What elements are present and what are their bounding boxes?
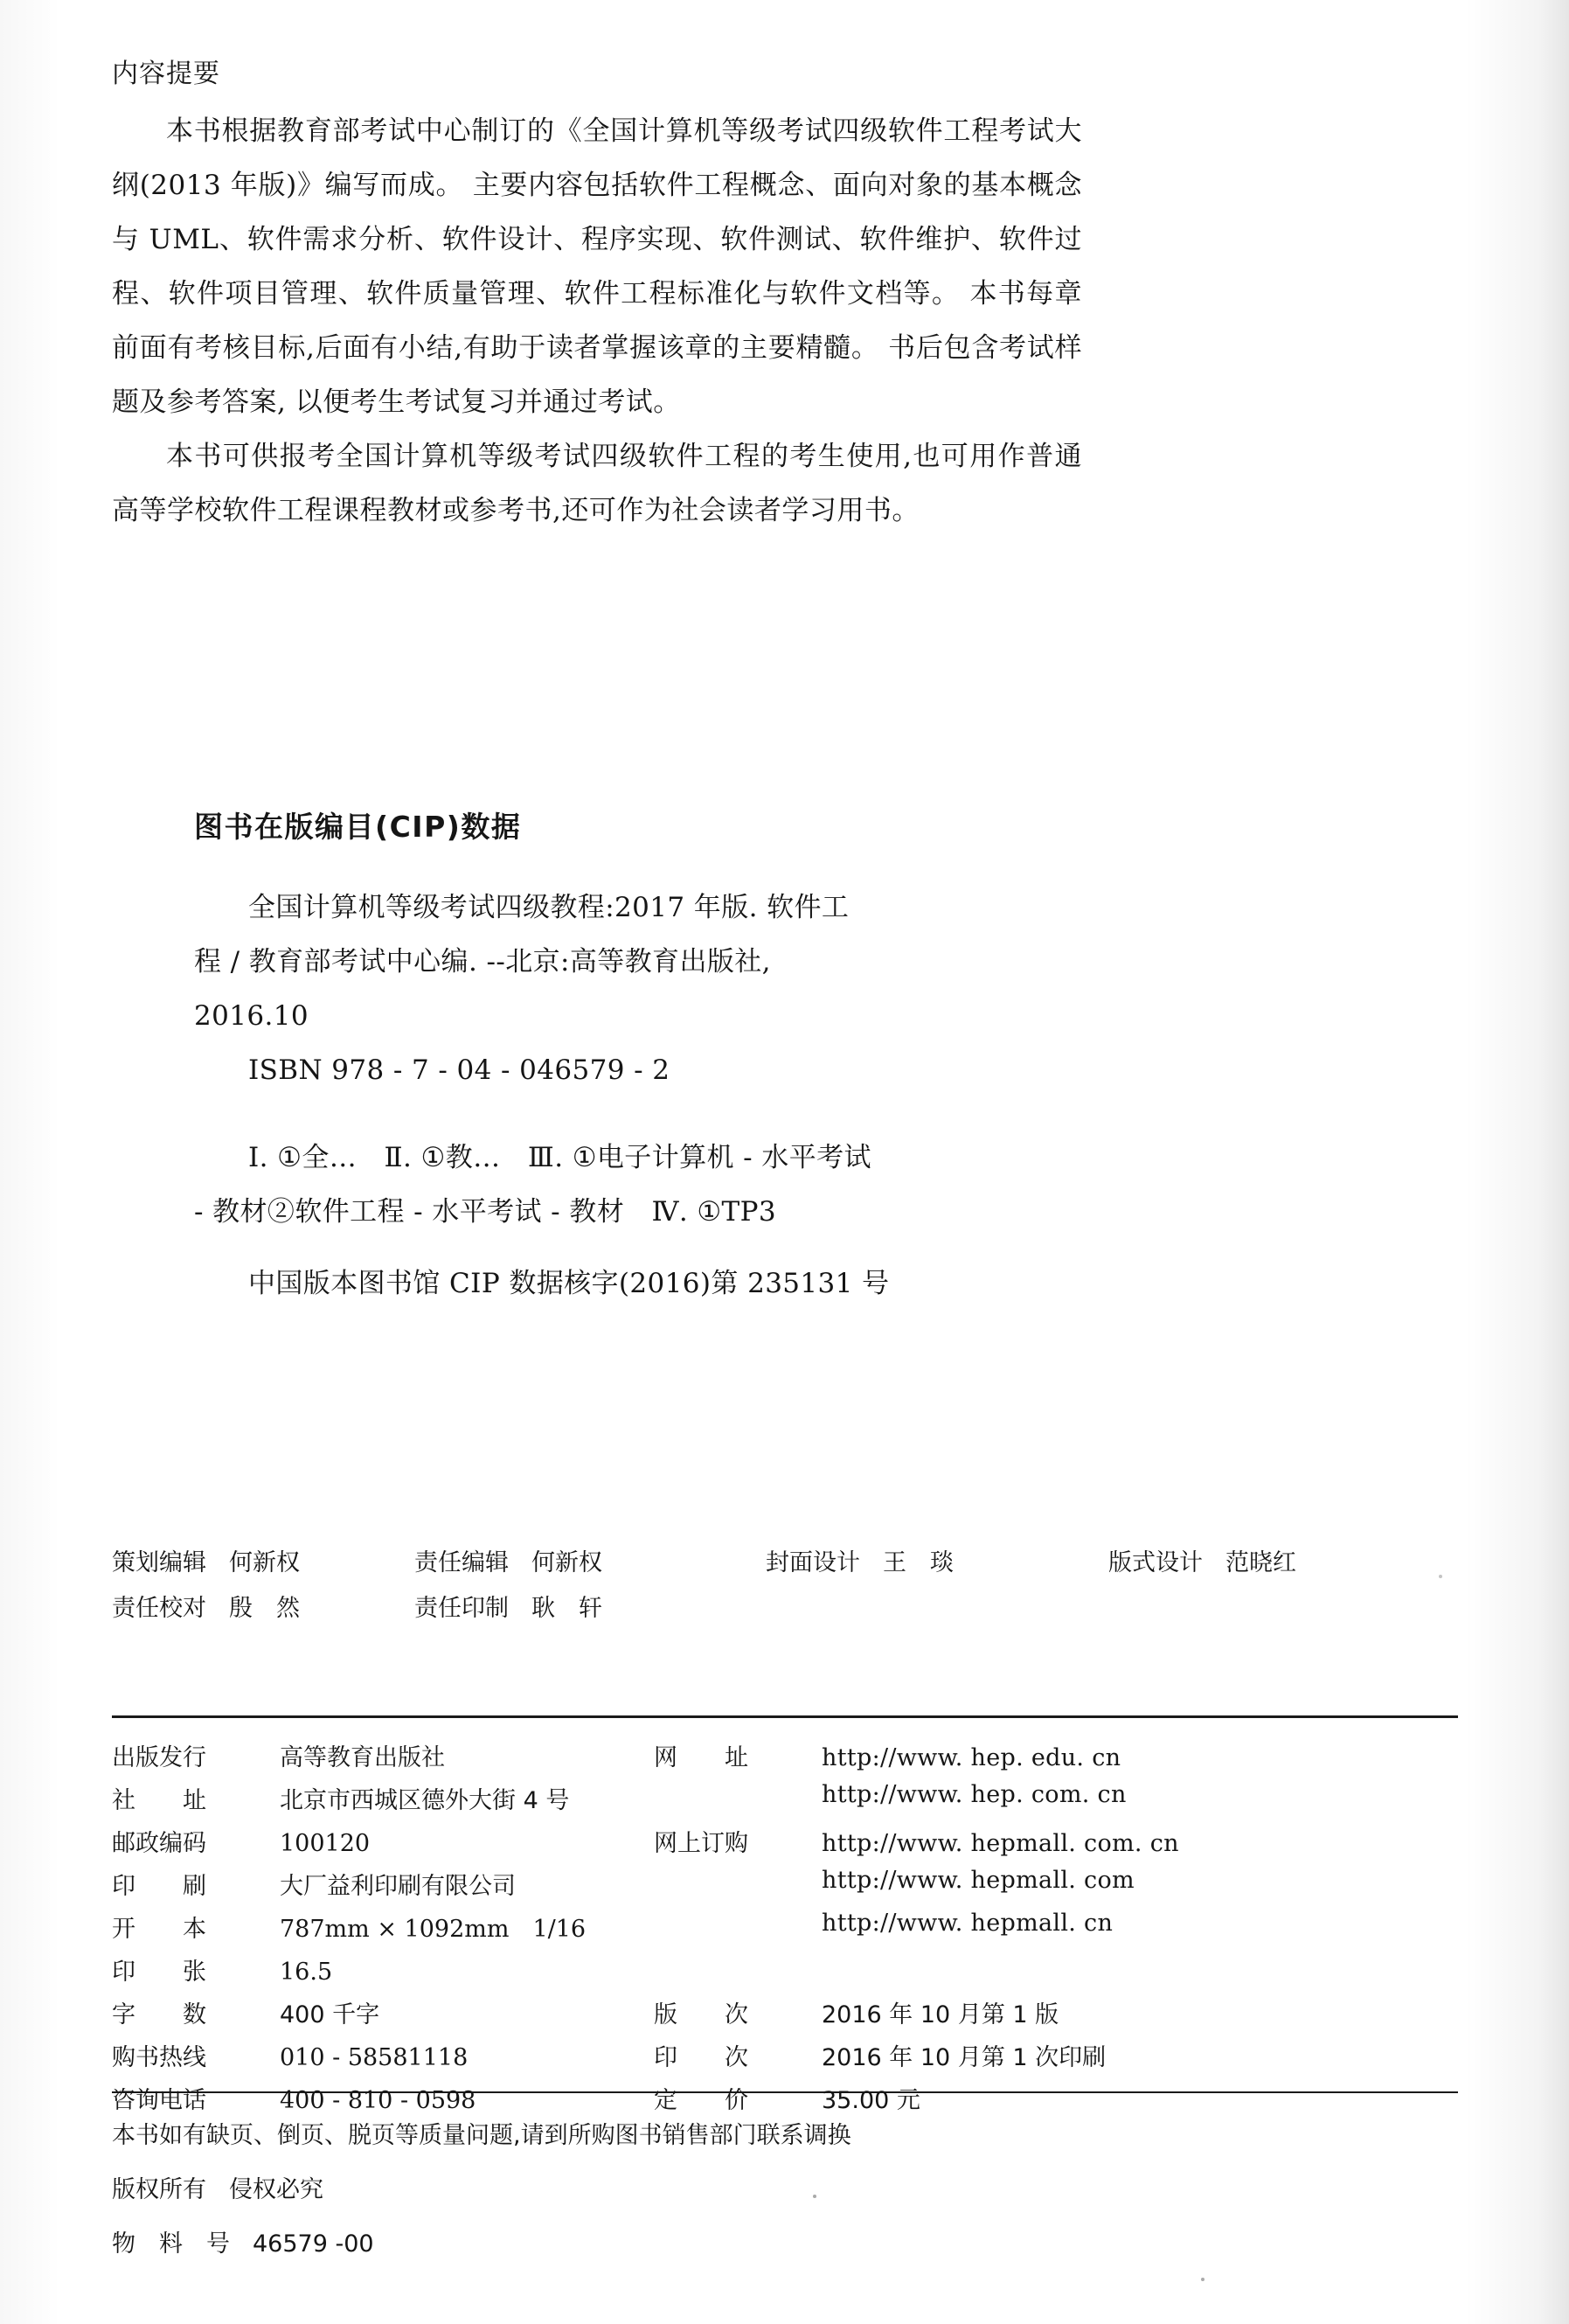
credit-value: 王 琰: [883, 1549, 954, 1576]
imprint-value: 大厂益利印刷有限公司: [280, 1873, 516, 1900]
imprint-row-publisher: [112, 1738, 654, 1781]
cip-section: [194, 804, 1086, 1311]
material-number: [112, 2217, 1458, 2272]
imprint-label: 出版发行: [112, 1744, 206, 1771]
imprint-label: 网上订购: [654, 1830, 748, 1857]
imprint-label: 邮政编码: [112, 1830, 206, 1857]
imprint-label: 社 址: [112, 1787, 206, 1814]
imprint-value: 2016 年 10 月第 1 版: [822, 2001, 1059, 2028]
imprint-row-website-alt: [654, 1781, 1441, 1824]
imprint-label: 字 数: [112, 2001, 206, 2028]
material-value: 46579 -00: [253, 2230, 374, 2258]
summary-paragraph-1: 本书根据教育部考试中心制订的《全国计算机等级考试四级软件工程考试大纲(2013 年版)》编写而成。 主要内容包括软件工程概念、面向对象的基本概念与 UML、软件需求分析、软件设计、程序实现、软件测试、软件维护、软件过程、软件项目管理、软件质量管理、软件工程标准化与软件文档等。 本书每章前面有考核目标,后面有小结,有助于读者掌握该章的主要精髓。 书后包含考试样题及参考答案, 以便考生考试复习并通过考试。: [112, 115, 1082, 418]
imprint-row-postcode: [112, 1824, 654, 1867]
credit-print-supervisor: [414, 1586, 766, 1632]
imprint-row-online-order-alt-2: [654, 1910, 1441, 1952]
imprint-value: 2016 年 10 月第 1 次印刷: [822, 2044, 1107, 2071]
cip-number: 中国版本图书馆 CIP 数据核字(2016)第 235131 号: [248, 1268, 890, 1299]
imprint-left-column: [112, 1738, 654, 2124]
imprint-value: 010 - 58581118: [280, 2044, 469, 2071]
imprint-url[interactable]: http://www. hepmall. com. cn: [822, 1830, 1179, 1857]
material-label: 物 料 号: [112, 2230, 230, 2258]
imprint-row-order-hotline: [112, 2038, 654, 2081]
imprint-row-address: [112, 1781, 654, 1824]
quality-note: 本书如有缺页、倒页、脱页等质量问题,请到所购图书销售部门联系调换: [112, 2122, 851, 2149]
imprint-value: 100120: [280, 1830, 371, 1857]
imprint-url[interactable]: http://www. hep. edu. cn: [822, 1744, 1121, 1771]
imprint-value: 高等教育出版社: [280, 1744, 445, 1771]
footer-section: [112, 2109, 1458, 2272]
cip-isbn: ISBN 978 - 7 - 04 - 046579 - 2: [248, 1054, 670, 1086]
credit-value: 何新权: [229, 1549, 300, 1576]
imprint-row-website: [654, 1738, 1441, 1781]
copyright-notice: [112, 2163, 1458, 2217]
credit-cover-design: [766, 1541, 1108, 1586]
scan-speck: [1201, 2278, 1205, 2281]
imprint-row-format: [112, 1910, 654, 1952]
summary-heading: 内容提要: [112, 59, 220, 89]
imprint-row-online-order-alt-1: [654, 1867, 1441, 1910]
credit-label: 责任编辑: [414, 1549, 509, 1576]
imprint-row-edition: [654, 1995, 1441, 2038]
summary-section: [112, 59, 1082, 538]
credit-layout-design: [1108, 1541, 1296, 1586]
imprint-value: 787mm × 1092mm 1/16: [280, 1916, 587, 1943]
cip-title-line-1: 全国计算机等级考试四级教程:2017 年版. 软件工: [248, 892, 850, 923]
divider-top: [112, 1715, 1458, 1718]
summary-body: [112, 104, 1082, 538]
cip-body: [194, 880, 1086, 1311]
imprint-row-sheets: [112, 1952, 654, 1995]
scan-speck: [1439, 1575, 1442, 1578]
imprint-value: 35.00 元: [822, 2087, 920, 2114]
credit-label: 封面设计: [766, 1549, 860, 1576]
imprint-right-column: [654, 1738, 1441, 2124]
imprint-row-impression: [654, 2038, 1441, 2081]
credit-planning-editor: [112, 1541, 414, 1586]
imprint-label: 开 本: [112, 1916, 206, 1943]
credit-label: 版式设计: [1108, 1549, 1203, 1576]
credits-section: [112, 1541, 1423, 1632]
cip-classification-line-1: Ⅰ. ①全… Ⅱ. ①教… Ⅲ. ①电子计算机 - 水平考试: [248, 1142, 871, 1173]
summary-paragraph-2: 本书可供报考全国计算机等级考试四级软件工程的考生使用,也可用作普通高等学校软件工程课程教材或参考书,还可作为社会读者学习用书。: [112, 441, 1082, 526]
credit-value: 耿 轩: [531, 1595, 602, 1622]
credits-row: [112, 1586, 1423, 1632]
imprint-label: 网 址: [654, 1744, 748, 1771]
copyright-value: 侵权必究: [229, 2176, 323, 2203]
cip-spacer-1: [194, 1097, 1086, 1131]
imprint-label: 版 次: [654, 2001, 748, 2028]
imprint-label: 印 次: [654, 2044, 748, 2071]
imprint-url[interactable]: http://www. hepmall. cn: [822, 1910, 1114, 1937]
credit-responsible-editor: [414, 1541, 766, 1586]
imprint-url[interactable]: http://www. hepmall. com: [822, 1867, 1135, 1894]
imprint-value: 400 千字: [280, 2001, 380, 2028]
credit-value: 范晓红: [1225, 1549, 1296, 1576]
scan-speck: [813, 2195, 816, 2198]
cip-classification-line-2: - 教材②软件工程 - 水平考试 - 教材 Ⅳ. ①TP3: [194, 1196, 777, 1228]
cip-spacer-2: [194, 1239, 1086, 1256]
cip-heading: 图书在版编目(CIP)数据: [194, 810, 522, 844]
cip-title-line-2: 程 / 教育部考试中心编. --北京:高等教育出版社,: [194, 946, 771, 978]
imprint-right-spacer: [654, 1952, 1441, 1995]
imprint-value: 16.5: [280, 1959, 333, 1986]
imprint-label: 印 刷: [112, 1873, 206, 1900]
credit-proofreader: [112, 1586, 414, 1632]
cip-title-line-3: 2016.10: [194, 1000, 309, 1032]
imprint-section: [112, 1738, 1458, 2124]
imprint-label: 印 张: [112, 1959, 206, 1986]
credit-value: 殷 然: [229, 1595, 300, 1622]
credits-row: [112, 1541, 1423, 1586]
imprint-row-wordcount: [112, 1995, 654, 2038]
scan-shadow-left: [0, 0, 61, 2324]
imprint-value: 北京市西城区德外大街 4 号: [280, 1787, 570, 1814]
copyright-label: 版权所有: [112, 2176, 206, 2203]
imprint-row-online-order: [654, 1824, 1441, 1867]
credit-label: 责任印制: [414, 1595, 509, 1622]
imprint-url[interactable]: http://www. hep. com. cn: [822, 1781, 1127, 1808]
imprint-label: 购书热线: [112, 2044, 206, 2071]
scan-shadow-right: [1464, 0, 1569, 2324]
imprint-value: 400 - 810 - 0598: [280, 2087, 476, 2114]
imprint-row-printer: [112, 1867, 654, 1910]
credit-value: 何新权: [531, 1549, 602, 1576]
credit-label: 策划编辑: [112, 1549, 206, 1576]
imprint-label: 定 价: [654, 2087, 748, 2114]
imprint-label: 咨询电话: [112, 2087, 206, 2114]
credit-label: 责任校对: [112, 1595, 206, 1622]
